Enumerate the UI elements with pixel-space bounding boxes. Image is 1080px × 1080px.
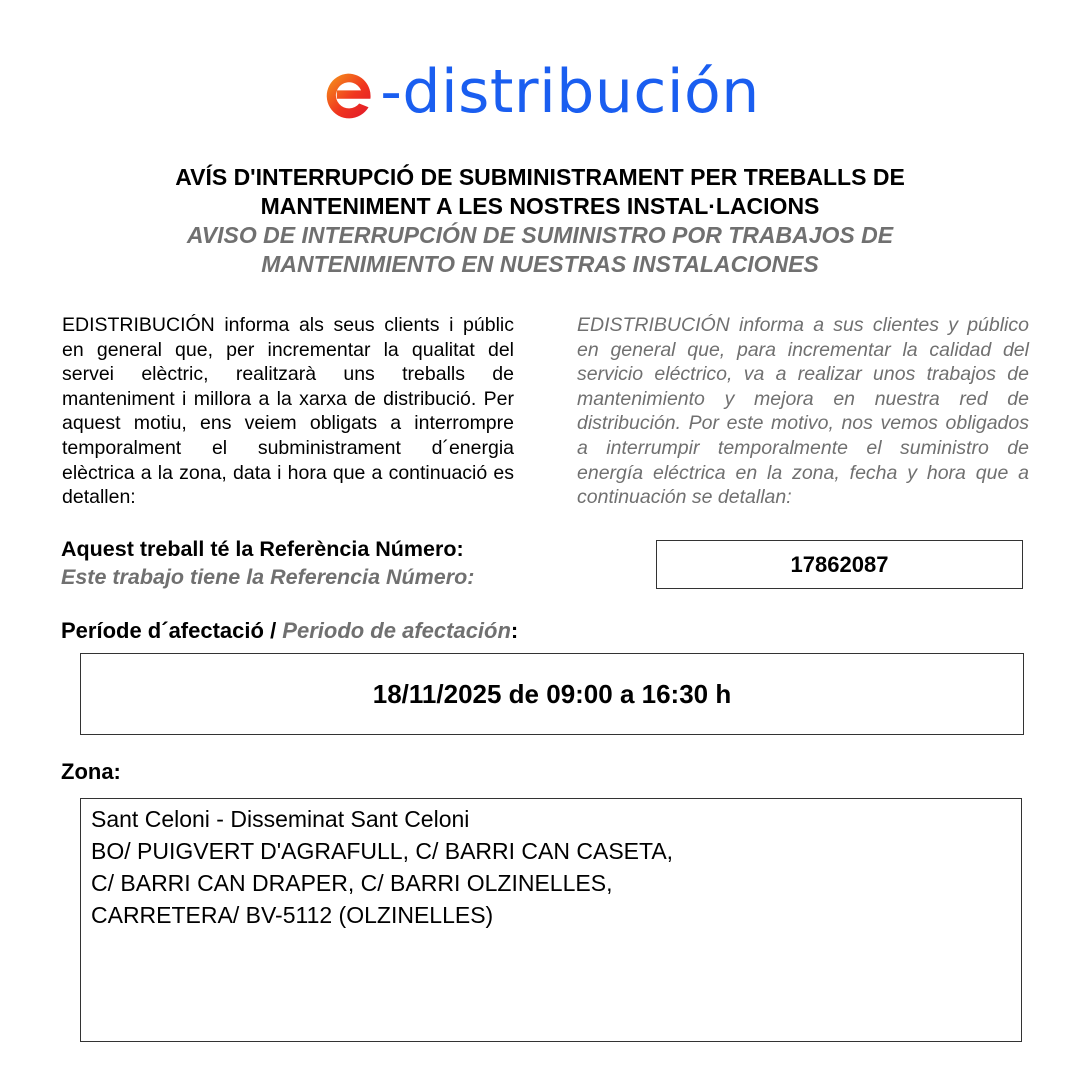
brand-logo	[0, 52, 1080, 132]
zone-box	[80, 798, 1022, 1042]
zone-line: Sant Celoni - Disseminat Sant Celoni	[91, 806, 470, 832]
reference-label-catalan: Aquest treball té la Referència Número:	[61, 537, 464, 561]
logo-group	[320, 57, 760, 127]
period-value: 18/11/2025 de 09:00 a 16:30 h	[372, 678, 732, 709]
zone-label: Zona:	[61, 759, 121, 784]
zone-line: CARRETERA/ BV-5112 (OLZINELLES)	[91, 902, 494, 928]
logo-wordmark: -distribución	[380, 57, 760, 127]
period-label-spanish: Periodo de afectación	[282, 618, 511, 643]
period-label	[61, 617, 518, 645]
title-spanish-line-2: MANTENIMIENTO EN NUESTRAS INSTALACIONES	[261, 251, 819, 277]
notice-title	[60, 163, 1020, 279]
period-label-colon: :	[510, 618, 519, 643]
reference-label-spanish: Este trabajo tiene la Referencia Número:	[61, 565, 475, 589]
zone-line: C/ BARRI CAN DRAPER, C/ BARRI OLZINELLES,	[91, 870, 613, 896]
title-catalan-line-2: MANTENIMENT A LES NOSTRES INSTAL·LACIONS	[260, 193, 820, 219]
period-value-box	[80, 653, 1024, 735]
intro-paragraph-catalan: EDISTRIBUCIÓN informa als seus clients i públic en general que, per incrementar la qualitat del servei elèctric, realitzarà uns treballs de manteniment i millora a la xarxa de distribució. Per aquest motiu, ens veiem obligats a interrompre temporalment el subministrament d´energia elèctrica a la zona, data i hora que a continuació es detallen:	[62, 314, 514, 509]
intro-paragraph-spanish: EDISTRIBUCIÓN informa a sus clientes y público en general que, para incrementar la calidad del servicio eléctrico, va a realizar unos trabajos de mantenimiento y mejora en nuestra red de distribución. Por este motivo, nos vemos obligados a interrumpir temporalmente el suministro de energía eléctrica en la zona, fecha y hora que a continuación se detallan:	[577, 314, 1029, 509]
reference-number: 17862087	[790, 551, 889, 577]
period-label-catalan: Període d´afectació /	[61, 618, 283, 643]
zone-line: BO/ PUIGVERT D'AGRAFULL, C/ BARRI CAN CASETA,	[91, 838, 674, 864]
title-spanish-line-1: AVISO DE INTERRUPCIÓN DE SUMINISTRO POR TRABAJOS DE	[186, 222, 894, 248]
e-logo-icon	[320, 68, 376, 124]
reference-number-box	[656, 540, 1023, 589]
title-catalan-line-1: AVÍS D'INTERRUPCIÓ DE SUBMINISTRAMENT PER TREBALLS DE	[175, 164, 905, 190]
reference-labels	[61, 535, 474, 591]
